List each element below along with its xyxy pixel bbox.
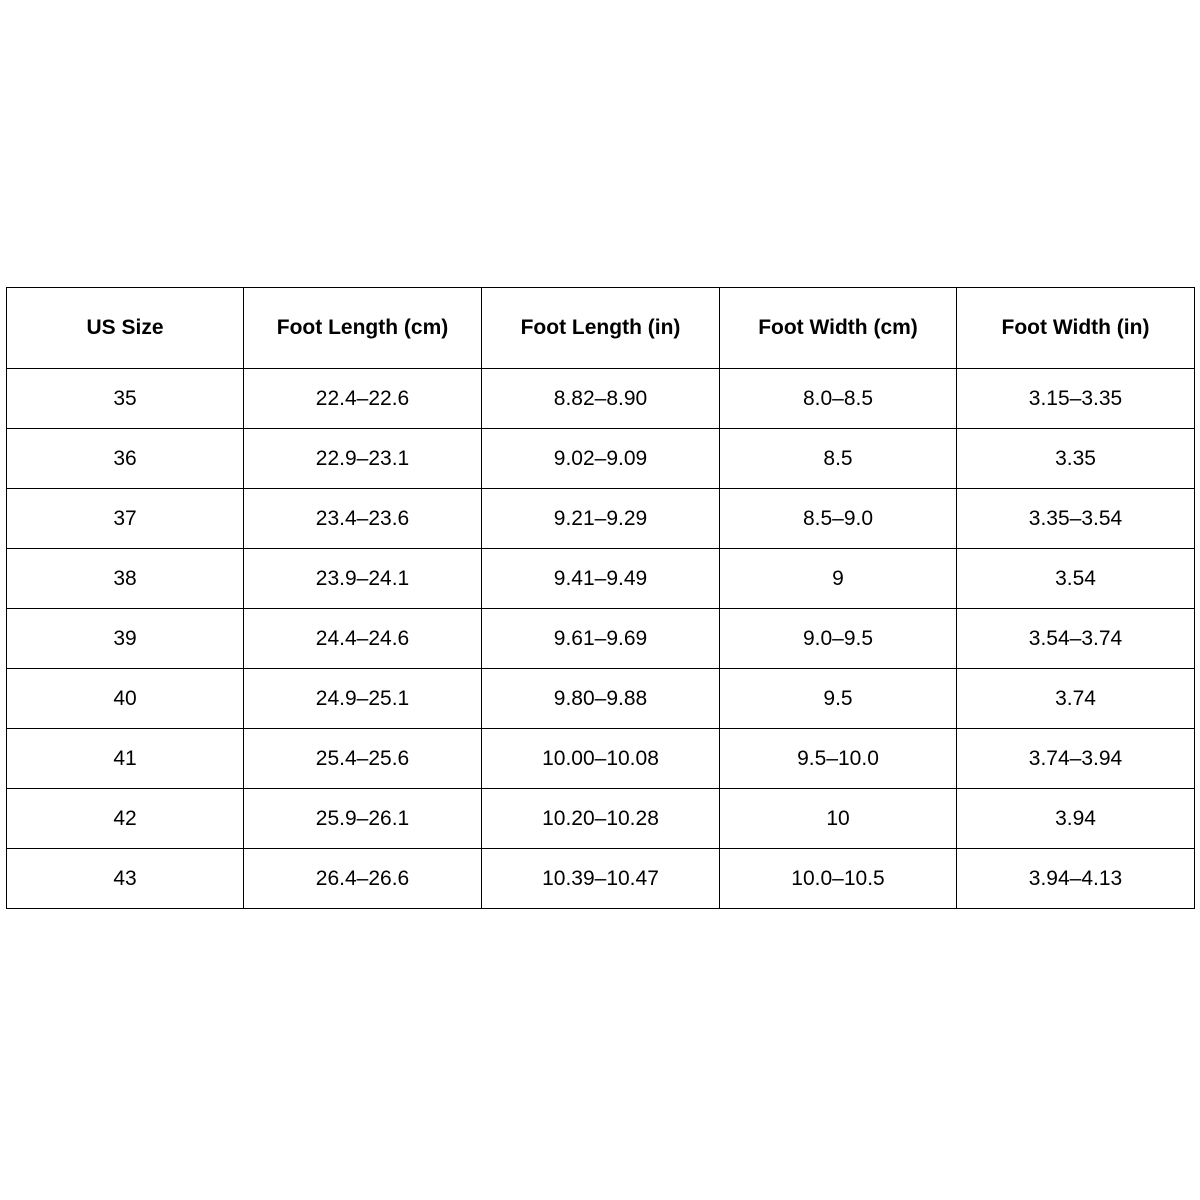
header-us-size: US Size	[7, 288, 244, 369]
cell-us-size: 37	[7, 489, 244, 549]
cell-foot-width-cm: 9	[720, 549, 957, 609]
cell-foot-width-in: 3.54	[957, 549, 1195, 609]
cell-foot-length-cm: 25.4–25.6	[244, 729, 482, 789]
cell-foot-width-in: 3.94	[957, 789, 1195, 849]
table-row	[7, 489, 1195, 549]
table-row	[7, 609, 1195, 669]
cell-foot-length-in: 9.41–9.49	[482, 549, 720, 609]
cell-us-size: 43	[7, 849, 244, 909]
cell-foot-width-in: 3.35	[957, 429, 1195, 489]
cell-foot-length-in: 10.00–10.08	[482, 729, 720, 789]
header-foot-length-in: Foot Length (in)	[482, 288, 720, 369]
cell-foot-width-cm: 8.0–8.5	[720, 369, 957, 429]
cell-foot-length-cm: 24.4–24.6	[244, 609, 482, 669]
cell-foot-length-cm: 22.9–23.1	[244, 429, 482, 489]
cell-foot-width-in: 3.74–3.94	[957, 729, 1195, 789]
cell-foot-length-cm: 24.9–25.1	[244, 669, 482, 729]
cell-foot-width-cm: 9.0–9.5	[720, 609, 957, 669]
cell-foot-length-cm: 23.4–23.6	[244, 489, 482, 549]
table-row	[7, 669, 1195, 729]
cell-foot-length-cm: 23.9–24.1	[244, 549, 482, 609]
size-chart-table	[6, 287, 1195, 909]
cell-us-size: 39	[7, 609, 244, 669]
cell-foot-width-in: 3.54–3.74	[957, 609, 1195, 669]
cell-us-size: 38	[7, 549, 244, 609]
cell-us-size: 42	[7, 789, 244, 849]
cell-us-size: 41	[7, 729, 244, 789]
cell-foot-length-in: 9.02–9.09	[482, 429, 720, 489]
cell-foot-width-in: 3.15–3.35	[957, 369, 1195, 429]
cell-us-size: 35	[7, 369, 244, 429]
table-row	[7, 429, 1195, 489]
cell-foot-length-in: 9.80–9.88	[482, 669, 720, 729]
cell-foot-width-cm: 10	[720, 789, 957, 849]
cell-foot-length-in: 10.39–10.47	[482, 849, 720, 909]
cell-foot-length-in: 10.20–10.28	[482, 789, 720, 849]
cell-foot-width-in: 3.94–4.13	[957, 849, 1195, 909]
cell-foot-width-cm: 9.5–10.0	[720, 729, 957, 789]
cell-foot-width-in: 3.35–3.54	[957, 489, 1195, 549]
cell-foot-length-in: 9.61–9.69	[482, 609, 720, 669]
header-row	[7, 288, 1195, 369]
cell-foot-length-in: 8.82–8.90	[482, 369, 720, 429]
cell-foot-width-cm: 10.0–10.5	[720, 849, 957, 909]
cell-us-size: 36	[7, 429, 244, 489]
header-foot-width-in: Foot Width (in)	[957, 288, 1195, 369]
cell-foot-width-in: 3.74	[957, 669, 1195, 729]
table-row	[7, 849, 1195, 909]
cell-foot-length-cm: 26.4–26.6	[244, 849, 482, 909]
table-row	[7, 729, 1195, 789]
cell-foot-length-in: 9.21–9.29	[482, 489, 720, 549]
cell-foot-width-cm: 8.5	[720, 429, 957, 489]
cell-foot-width-cm: 9.5	[720, 669, 957, 729]
cell-foot-length-cm: 22.4–22.6	[244, 369, 482, 429]
cell-us-size: 40	[7, 669, 244, 729]
header-foot-width-cm: Foot Width (cm)	[720, 288, 957, 369]
cell-foot-width-cm: 8.5–9.0	[720, 489, 957, 549]
table-row	[7, 369, 1195, 429]
table-row	[7, 789, 1195, 849]
table-row	[7, 549, 1195, 609]
header-foot-length-cm: Foot Length (cm)	[244, 288, 482, 369]
cell-foot-length-cm: 25.9–26.1	[244, 789, 482, 849]
